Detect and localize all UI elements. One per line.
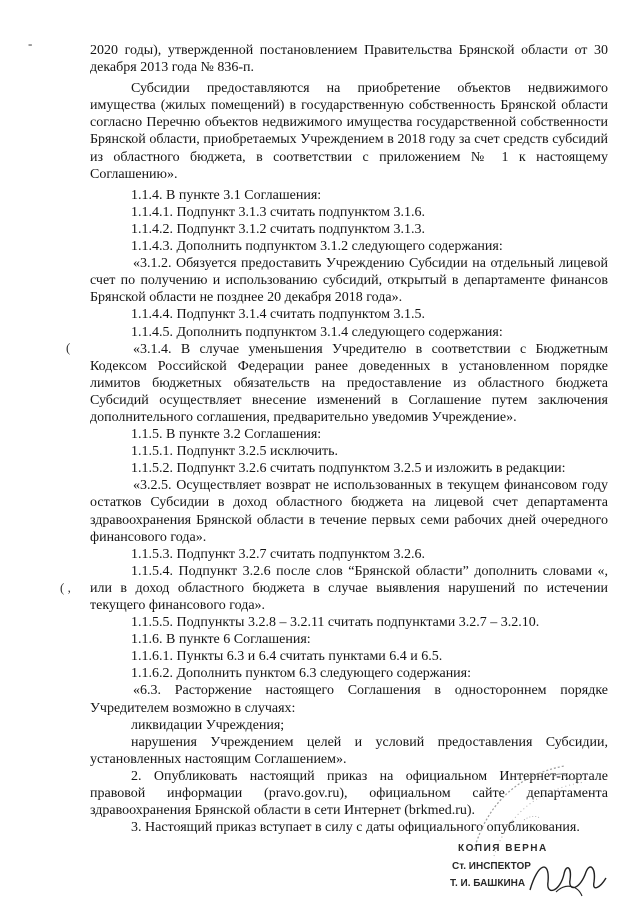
document-text — [90, 42, 608, 836]
stamp-line: Ст. ИНСПЕКТОР — [452, 861, 531, 872]
paragraph: 1.1.4. В пункте 3.1 Соглашения: — [131, 187, 322, 203]
paragraph: ликвидации Учреждения; — [131, 717, 285, 733]
paragraph: «3.1.4. В случае уменьшения Учредителю в соответствии с Бюджетным Кодексом Российской Федерации ранее доведенных в установленном порядке лимитов бюджетных обязательств на предоставление из областного бюджета Субсидий осуществляет внесение изменений в Соглашение путем заключения дополнительного соглашения, предварительно уведомив Учреждение». — [90, 341, 608, 425]
paragraph: 2020 годы), утвержденной постановлением Правительства Брянской области от 30 декабря 2013 года № 836-п. — [90, 43, 608, 76]
stamp-line: Т. И. БАШКИНА — [450, 878, 526, 889]
paragraph: 1.1.6.1. Пункты 6.3 и 6.4 считать пунктами 6.4 и 6.5. — [131, 649, 443, 665]
paragraph: «3.1.2. Обязуется предоставить Учреждению Субсидии на отдельный лицевой счет по получению и использованию субсидий, открытый в департаменте финансов Брянской области не позднее 20 декабря 2018 года». — [90, 256, 608, 306]
stamp-line: КОПИЯ ВЕРНА — [458, 843, 548, 854]
paragraph: «3.2.5. Осуществляет возврат не использованных в текущем финансовом году остатков Субсидии в доход областного бюджета на лицевой счет департамента здравоохранения Брянской области в течение первых семи рабочих дней очередного финансового года». — [90, 478, 608, 545]
paragraph: Субсидии предоставляются на приобретение объектов недвижимого имущества (жилых помещений) в государственную собственность Брянской области согласно Перечню объектов недвижимого имущества государственной собственности Брянской области, приобретаемых Учреждением в 2018 году за счет средств субсидий из областного бюджета, в соответствии с приложением № 1 к настоящему Соглашению». — [90, 81, 608, 182]
paragraph: 1.1.6.2. Дополнить пунктом 6.3 следующего содержания: — [131, 666, 472, 682]
margin-mark: ( , — [60, 580, 71, 595]
paragraph: 1.1.5.4. Подпункт 3.2.6 после слов “Брянской области” дополнить словами «, или в доход областного бюджета в случае выявления нарушений по истечении текущего финансового года». — [90, 563, 608, 613]
paragraph: 2. Опубликовать настоящий приказ на официальном Интернет-портале правовой информации (pravo.gov.ru), официальном сайте департамента здравоохранения Брянской области в сети Интернет (brkmed.ru). — [90, 768, 608, 819]
paragraph: 1.1.6. В пункте 6 Соглашения: — [131, 632, 311, 648]
paragraph: 1.1.4.4. Подпункт 3.1.4 считать подпунктом 3.1.5. — [131, 307, 425, 323]
paragraph: 1.1.4.1. Подпункт 3.1.3 считать подпунктом 3.1.6. — [131, 204, 425, 220]
paragraph: 1.1.5.1. Подпункт 3.2.5 исключить. — [131, 444, 339, 460]
margin-mark: ‐ — [28, 36, 33, 51]
paragraph: 1.1.5.2. Подпункт 3.2.6 считать подпунктом 3.2.5 и изложить в редакции: — [131, 461, 566, 477]
paragraph: 3. Настоящий приказ вступает в силу с даты официального опубликования. — [131, 820, 580, 836]
paragraph: 1.1.5.3. Подпункт 3.2.7 считать подпунктом 3.2.6. — [131, 546, 425, 562]
signature-icon — [520, 852, 610, 902]
paragraph: нарушения Учреждением целей и условий предоставления Субсидии, установленных настоящим Соглашением». — [90, 734, 608, 767]
paragraph: 1.1.5. В пункте 3.2 Соглашения: — [131, 427, 322, 443]
paragraph: 1.1.4.5. Дополнить подпунктом 3.1.4 следующего содержания: — [131, 324, 503, 340]
paragraph: 1.1.4.3. Дополнить подпунктом 3.1.2 следующего содержания: — [131, 239, 503, 255]
margin-mark: ( — [66, 340, 71, 355]
paragraph: 1.1.4.2. Подпункт 3.1.2 считать подпунктом 3.1.3. — [131, 221, 425, 237]
paragraph: «6.3. Расторжение настоящего Соглашения в одностороннем порядке Учредителем возможно в случаях: — [90, 683, 608, 716]
paragraph: 1.1.5.5. Подпункты 3.2.8 – 3.2.11 считать подпунктами 3.2.7 – 3.2.10. — [131, 615, 540, 631]
